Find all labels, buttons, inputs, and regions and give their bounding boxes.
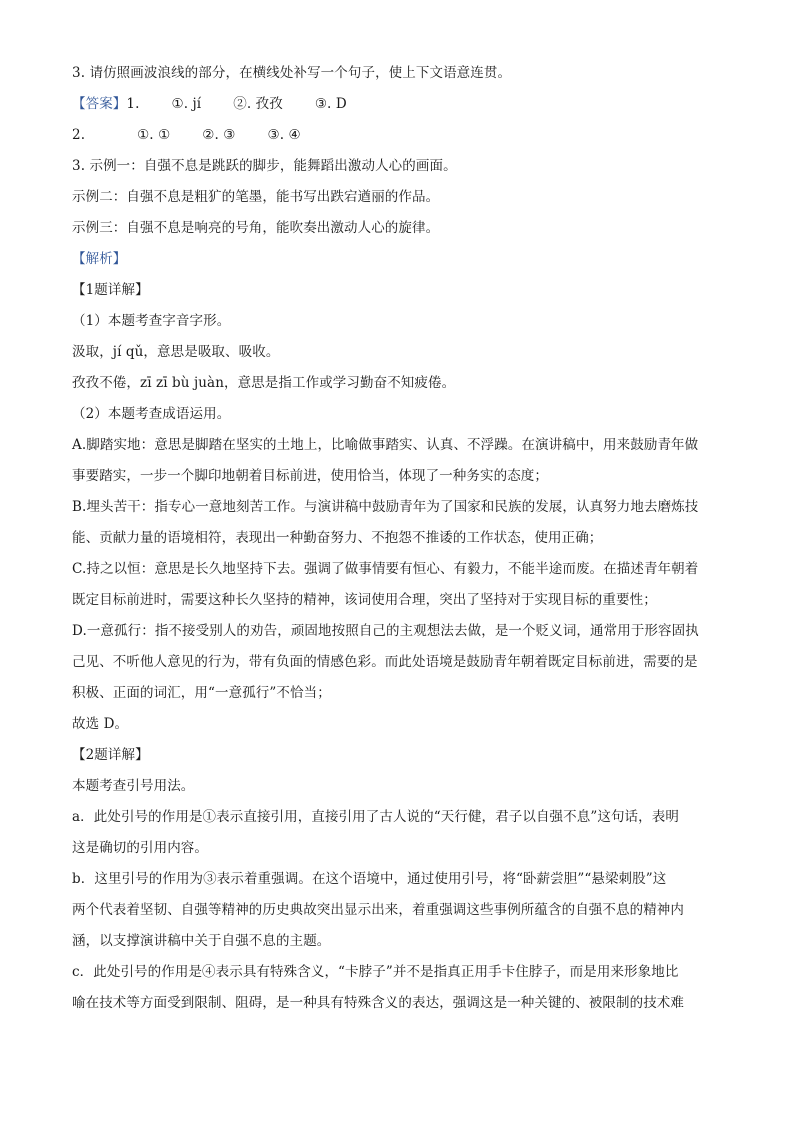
answer-1-item-3: ③. D xyxy=(314,96,347,112)
q2-line: c．此处引号的作用是④表示具有特殊含义，“卡脖子”并不是指真正用手卡住脖子，而是用来形象地比 xyxy=(72,964,679,980)
question-1-detail-tag: 【1题详解】 xyxy=(72,282,149,298)
q1-line: D.一意孤行：指不接受别人的劝告，顽固地按照自己的主观想法去做，是一个贬义词，通常用于形容固执 xyxy=(72,623,699,639)
q1-line: A.脚踏实地：意思是脚踏在坚实的土地上，比喻做事踏实、认真、不浮躁。在演讲稿中，用来鼓励青年做 xyxy=(72,437,699,453)
q2-line: a．此处引号的作用是①表示直接引用，直接引用了古人说的“天行健，君子以自强不息”这句话，表明 xyxy=(72,809,679,825)
q1-line: 事要踏实，一步一个脚印地朝着目标前进，使用恰当，体现了一种务实的态度； xyxy=(72,468,548,484)
answer-line-1 xyxy=(72,89,724,120)
answer-2-item-1: ①. ① xyxy=(137,127,171,143)
q1-line: 己见、不听他人意见的行为，带有负面的情感色彩。而此处语境是鼓励青年朝着既定目标前进，需要的是 xyxy=(72,654,698,670)
example-line: 3. 示例一：自强不息是跳跃的脚步，能舞蹈出激动人心的画面。 xyxy=(72,158,457,174)
q2-line: 本题考查引号用法。 xyxy=(72,778,195,794)
example-line: 示例二：自强不息是粗犷的笔墨，能书写出跌宕遒丽的作品。 xyxy=(72,189,440,205)
answer-1-item-2: ②. 孜孜 xyxy=(233,96,283,112)
example-line: 示例三：自强不息是响亮的号角，能吹奏出激动人心的旋律。 xyxy=(72,220,440,236)
q1-line: 孜孜不倦，zī zī bù juàn，意思是指工作或学习勤奋不知疲倦。 xyxy=(72,375,456,391)
document-page xyxy=(72,58,724,1019)
q2-line: 涵，以支撑演讲稿中关于自强不息的主题。 xyxy=(72,933,331,949)
answer-tag: 【答案】 xyxy=(72,96,127,112)
analysis-tag: 【解析】 xyxy=(72,251,127,267)
answer-1-item-1: ①. jí xyxy=(171,96,202,112)
answer-2-item-3: ③. ④ xyxy=(267,127,301,143)
q1-line: B.埋头苦干：指专心一意地刻苦工作。与演讲稿中鼓励青年为了国家和民族的发展，认真努力地去磨炼技 xyxy=(72,499,699,515)
q1-line: 积极、正面的词汇，用“一意孤行”不恰当； xyxy=(72,685,331,701)
q2-line: 喻在技术等方面受到限制、阻碍，是一种具有特殊含义的表达，强调这是一种关键的、被限制的技术难 xyxy=(72,995,684,1011)
q2-line: 两个代表着坚韧、自强等精神的历史典故突出显示出来，着重强调这些事例所蕴含的自强不息的精神内 xyxy=(72,902,684,918)
q1-line: 能、贡献力量的语境相符，表现出一种勤奋努力、不抱怨不推诿的工作状态，使用正确； xyxy=(72,530,603,546)
q1-line: 汲取，jí qǔ，意思是吸取、吸收。 xyxy=(72,344,280,360)
q1-line: 既定目标前进时，需要这种长久坚持的精神，该词使用合理，突出了坚持对于实现目标的重要性； xyxy=(72,592,657,608)
answer-2-number: 2. xyxy=(72,127,86,143)
answer-line-2 xyxy=(72,120,724,151)
q1-line: C.持之以恒：意思是长久地坚持下去。强调了做事情要有恒心、有毅力，不能半途而废。在描述青年朝着 xyxy=(72,561,699,577)
question-2-detail-tag: 【2题详解】 xyxy=(72,747,149,763)
q2-line: 这是确切的引用内容。 xyxy=(72,840,208,856)
answer-2-item-2: ②. ③ xyxy=(202,127,236,143)
q2-line: b．这里引号的作用为③表示着重强调。在这个语境中，通过使用引号，将“卧薪尝胆”“悬梁刺股”这 xyxy=(72,871,667,887)
question-3-prompt: 3. 请仿照画波浪线的部分，在横线处补写一个句子，使上下文语意连贯。 xyxy=(72,65,512,81)
q1-line: （2）本题考查成语运用。 xyxy=(72,406,231,422)
q1-line: （1）本题考查字音字形。 xyxy=(72,313,231,329)
answer-1-number: 1. xyxy=(126,96,140,112)
q1-line: 故选 D。 xyxy=(72,716,129,732)
